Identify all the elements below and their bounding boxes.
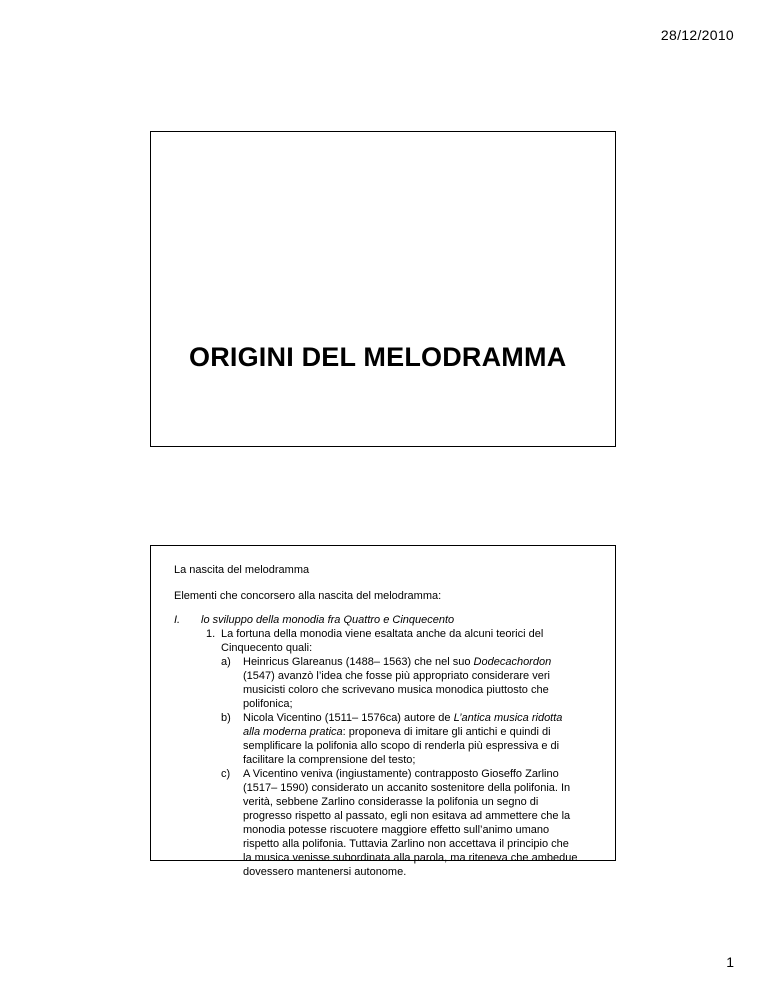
list-text-part: Heinricus Glareanus (1488– 1563) che nel suo xyxy=(243,656,474,668)
page-date: 28/12/2010 xyxy=(660,27,734,43)
section-title: lo sviluppo della monodia fra Quattro e Cinquecento xyxy=(201,614,455,626)
page-number: 1 xyxy=(726,954,734,970)
slide-content-frame xyxy=(150,545,616,878)
list-item xyxy=(221,655,601,711)
list-text xyxy=(243,767,578,879)
list-marker: b) xyxy=(221,712,231,724)
list-text-part: : proponeva di imitare gli antichi e quindi di semplificare la polifonia allo scopo di renderla più espressiva e di facilitare la comprensione del testo; xyxy=(243,726,560,766)
point-text: La fortuna della monodia viene esaltata anche da alcuni teorici del Cinquecento quali: xyxy=(221,628,544,654)
book-title: Dodecachordon xyxy=(473,656,552,668)
slide-title-frame xyxy=(150,131,616,447)
list-marker: a) xyxy=(221,656,231,668)
list-text xyxy=(243,655,578,711)
list-item xyxy=(221,711,601,767)
point-marker: 1. xyxy=(206,628,216,640)
slide-title: ORIGINI DEL MELODRAMMA xyxy=(189,342,567,372)
book-title: L’antica musica ridotta alla moderna pratica xyxy=(243,712,563,738)
section-marker: I. xyxy=(174,614,181,626)
list-text-part: Nicola Vicentino (1511– 1576ca) autore de xyxy=(243,712,454,724)
list-text xyxy=(243,711,578,767)
list-text-part: A Vicentino veniva (ingiustamente) contrapposto Gioseffo Zarlino (1517– 1590) considerato un accanito sostenitore della polifonia. In verità, sebbene Zarlino considerasse la polifonia un segno di progresso rispetto al passato, egli non esitava ad ammettere che la monodia potesse riscuotere maggiore effetto sull’animo umano rispetto alla polifonia. Tuttavia Zarlino non accettava il principio che la musica venisse subordinata alla parola, ma riteneva che ambedue dovessero mantenersi autonome. xyxy=(243,768,578,878)
list-marker: c) xyxy=(221,768,231,780)
list-text-part: (1547) avanzò l’idea che fosse più appropriato considerare veri musicisti coloro che scrivevano musica monodica piuttosto che polifonica; xyxy=(243,670,550,710)
slide-heading: La nascita del melodramma xyxy=(174,564,310,576)
sub-point-list xyxy=(221,655,601,879)
slide-subheading: Elementi che concorsero alla nascita del melodramma: xyxy=(174,590,442,602)
list-item xyxy=(221,767,601,879)
